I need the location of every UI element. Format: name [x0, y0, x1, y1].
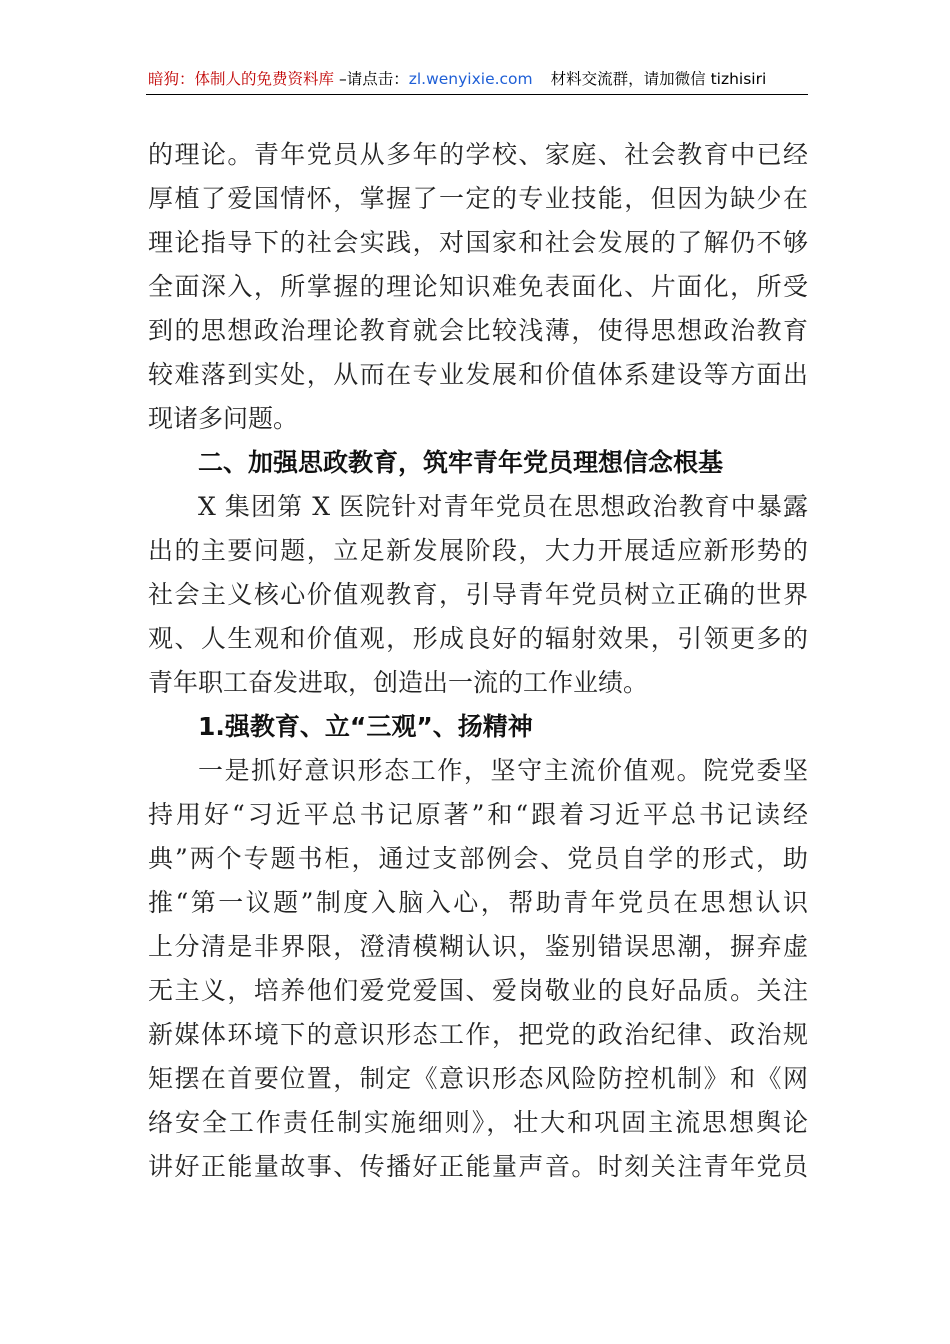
header-brand: 暗狗：体制人的免费资料库 — [148, 70, 335, 88]
paragraph-line: 全面深入，所掌握的理论知识难免表面化、片面化，所受 — [148, 272, 808, 301]
paragraph-line: 讲好正能量故事、传播好正能量声音。时刻关注青年党员 — [148, 1152, 808, 1181]
paragraph-line: 厚植了爱国情怀，掌握了一定的专业技能，但因为缺少在 — [148, 184, 808, 213]
header-separator: –请点击： — [334, 70, 409, 88]
header-link[interactable]: zl.wenyixie.com — [408, 70, 533, 88]
section-heading: 二、加强思政教育，筑牢青年党员理想信念根基 — [198, 448, 724, 477]
paragraph-line: 青年职工奋发进取，创造出一流的工作业绩。 — [148, 668, 649, 697]
paragraph-line: 观、人生观和价值观，形成良好的辐射效果，引领更多的 — [148, 624, 808, 653]
document-body — [148, 133, 808, 1189]
paragraph-line: 一是抓好意识形态工作，坚守主流价值观。院党委坚 — [198, 756, 808, 785]
header-note: 材料交流群，请加微信 tizhisiri — [550, 70, 767, 88]
subsection-heading: 1.强教育、立“三观”、扬精神 — [198, 712, 533, 741]
paragraph-line: 理论指导下的社会实践，对国家和社会发展的了解仍不够 — [148, 228, 808, 257]
paragraph-line: 推“第一议题”制度入脑入心，帮助青年党员在思想认识 — [148, 888, 808, 917]
paragraph-line: 新媒体环境下的意识形态工作，把党的政治纪律、政治规 — [148, 1020, 808, 1049]
paragraph-line: 到的思想政治理论教育就会比较浅薄，使得思想政治教育 — [148, 316, 808, 345]
paragraph-line: 现诸多问题。 — [148, 404, 299, 433]
paragraph-line: 持用好“习近平总书记原著”和“跟着习近平总书记读经 — [148, 800, 808, 829]
paragraph-line: 上分清是非界限，澄清模糊认识，鉴别错误思潮，摒弃虚 — [148, 932, 808, 961]
header-rule — [146, 94, 808, 95]
paragraph-line: X 集团第 X 医院针对青年党员在思想政治教育中暴露 — [198, 492, 808, 521]
page-header — [148, 64, 808, 94]
paragraph-line: 无主义，培养他们爱党爱国、爱岗敬业的良好品质。关注 — [148, 976, 808, 1005]
paragraph-line: 矩摆在首要位置，制定《意识形态风险防控机制》和《网 — [148, 1064, 808, 1093]
paragraph-line: 出的主要问题，立足新发展阶段，大力开展适应新形势的 — [148, 536, 808, 565]
paragraph-line: 络安全工作责任制实施细则》，壮大和巩固主流思想舆论 — [148, 1108, 808, 1137]
paragraph-line: 的理论。青年党员从多年的学校、家庭、社会教育中已经 — [148, 140, 808, 169]
paragraph-line: 社会主义核心价值观教育，引导青年党员树立正确的世界 — [148, 580, 808, 609]
paragraph-line: 典”两个专题书柜，通过支部例会、党员自学的形式，助 — [148, 844, 808, 873]
paragraph-line: 较难落到实处，从而在专业发展和价值体系建设等方面出 — [148, 360, 808, 389]
